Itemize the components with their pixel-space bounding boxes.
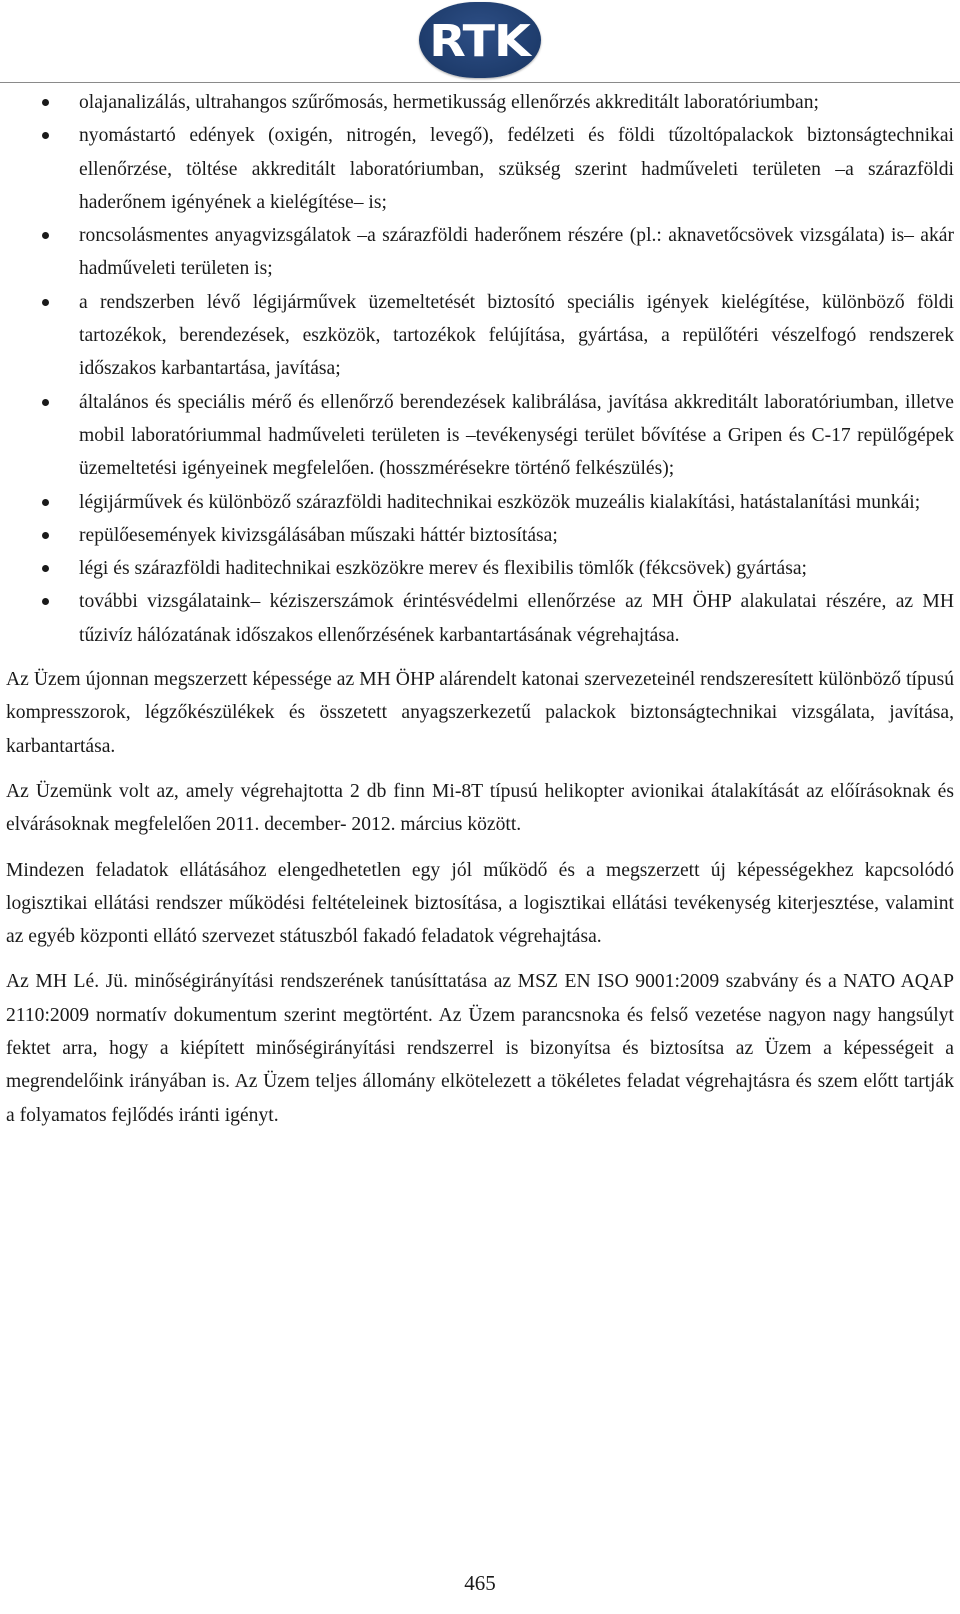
bullet-icon	[42, 299, 49, 306]
list-item	[6, 486, 954, 519]
list-item-text: roncsolásmentes anyagvizsgálatok –a szárazföldi haderőnem részére (pl.: aknavetőcsövek vizsgálata) is– akár hadműveleti területen is;	[79, 225, 954, 280]
list-item-text: további vizsgálataink– kéziszerszámok érintésvédelmi ellenőrzése az MH ÖHP alakulatai részére, az MH tűzivíz hálózatának időszakos ellenőrzésének karbantartásának végrehajtása.	[79, 591, 954, 646]
logo-text: RTK	[429, 15, 531, 67]
page-number: 465	[464, 1571, 496, 1595]
list-item	[6, 552, 954, 585]
paragraph-new-capability: Az Üzem újonnan megszerzett képessége az MH ÖHP alárendelt katonai szervezeteinél rendszeresített különböző típusú kompresszorok, légzőkészülékek és összetett anyagszerkezetű palackok biztonságtechnikai vizsgálata, javítása, karbantartása.	[6, 669, 954, 757]
capability-list	[6, 86, 954, 652]
list-item-text: légi és szárazföldi haditechnikai eszközökre merev és flexibilis tömlők (fékcsövek) gyártása;	[79, 558, 807, 580]
list-item-text: nyomástartó edények (oxigén, nitrogén, levegő), fedélzeti és földi tűzoltópalackok biztonságtechnikai ellenőrzése, töltése akkreditált laboratóriumban, szükség szerint hadműveleti területen –a szárazföldi haderőnem igényének a kielégítése– is;	[79, 125, 954, 213]
list-item	[6, 219, 954, 286]
list-item-text: légijárművek és különböző szárazföldi haditechnikai eszközök muzeális kialakítási, hatástalanítási munkái;	[79, 491, 921, 513]
bullet-icon	[42, 399, 49, 406]
bullet-icon	[42, 232, 49, 239]
bullet-icon	[42, 99, 49, 106]
bullet-icon	[42, 499, 49, 506]
bullet-icon	[42, 132, 49, 139]
document-body	[6, 86, 954, 1132]
list-item	[6, 286, 954, 386]
rtk-logo	[419, 2, 541, 78]
list-item-text: olajanalizálás, ultrahangos szűrőmosás, hermetikusság ellenőrzés akkreditált laboratóriumban;	[79, 92, 819, 113]
list-item-text: repülőesemények kivizsgálásában műszaki háttér biztosítása;	[79, 524, 558, 546]
list-item	[6, 585, 954, 652]
paragraph-quality-management: Az MH Lé. Jü. minőségirányítási rendszerének tanúsíttatása az MSZ EN ISO 9001:2009 szabvány és a NATO AQAP 2110:2009 normatív dokumentum szerint megtörtént. Az Üzem parancsnoka és felső vezetése nagyon nagy hangsúlyt fektet arra, hogy a kiépített minőségirányítási rendszerrel is bizonyítsa és biztosítsa az Üzem a képességeit a megrendelőink irányában is. Az Üzem teljes állomány elkötelezett a tökéletes feladat végrehajtásra és szem előtt tartják a folyamatos fejlődés iránti igényt.	[6, 971, 954, 1126]
list-item-text: a rendszerben lévő légijárművek üzemeltetését biztosító speciális igények kielégítése, különböző földi tartozékok, berendezések, eszközök, tartozékok felújítása, gyártása, a repülőtéri vészelfogó rendszerek időszakos karbantartása, javítása;	[79, 291, 954, 380]
list-item-text: általános és speciális mérő és ellenőrző berendezések kalibrálása, javítása akkreditált laboratóriumban, illetve mobil laboratóriummal hadműveleti területen is –tevékenységi terület bővítése a Gripen és C-17 repülőgépek üzemeltetési igényeinek megfelelően. (hosszmérésekre történő felkészülés);	[79, 391, 954, 480]
list-item	[6, 386, 954, 486]
paragraph-logistics: Mindezen feladatok ellátásához elengedhetetlen egy jól működő és a megszerzett új képességekhez kapcsolódó logisztikai ellátási rendszer működési feltételeinek biztosítása, a logisztikai ellátási tevékenység kiterjesztése, valamint az egyéb központi ellátó szervezet státuszból fakadó feladatok végrehajtása.	[6, 859, 954, 948]
list-item	[6, 86, 954, 119]
header-divider	[0, 82, 960, 83]
bullet-icon	[42, 598, 49, 605]
bullet-icon	[42, 565, 49, 572]
list-item	[6, 519, 954, 552]
paragraph-helicopter-avionics: Az Üzemünk volt az, amely végrehajtotta 2 db finn Mi-8T típusú helikopter avionikai átalakítását az előírásoknak és elvárásoknak megfelelően 2011. december- 2012. március között.	[6, 780, 954, 836]
bullet-icon	[42, 532, 49, 539]
list-item	[6, 119, 954, 219]
